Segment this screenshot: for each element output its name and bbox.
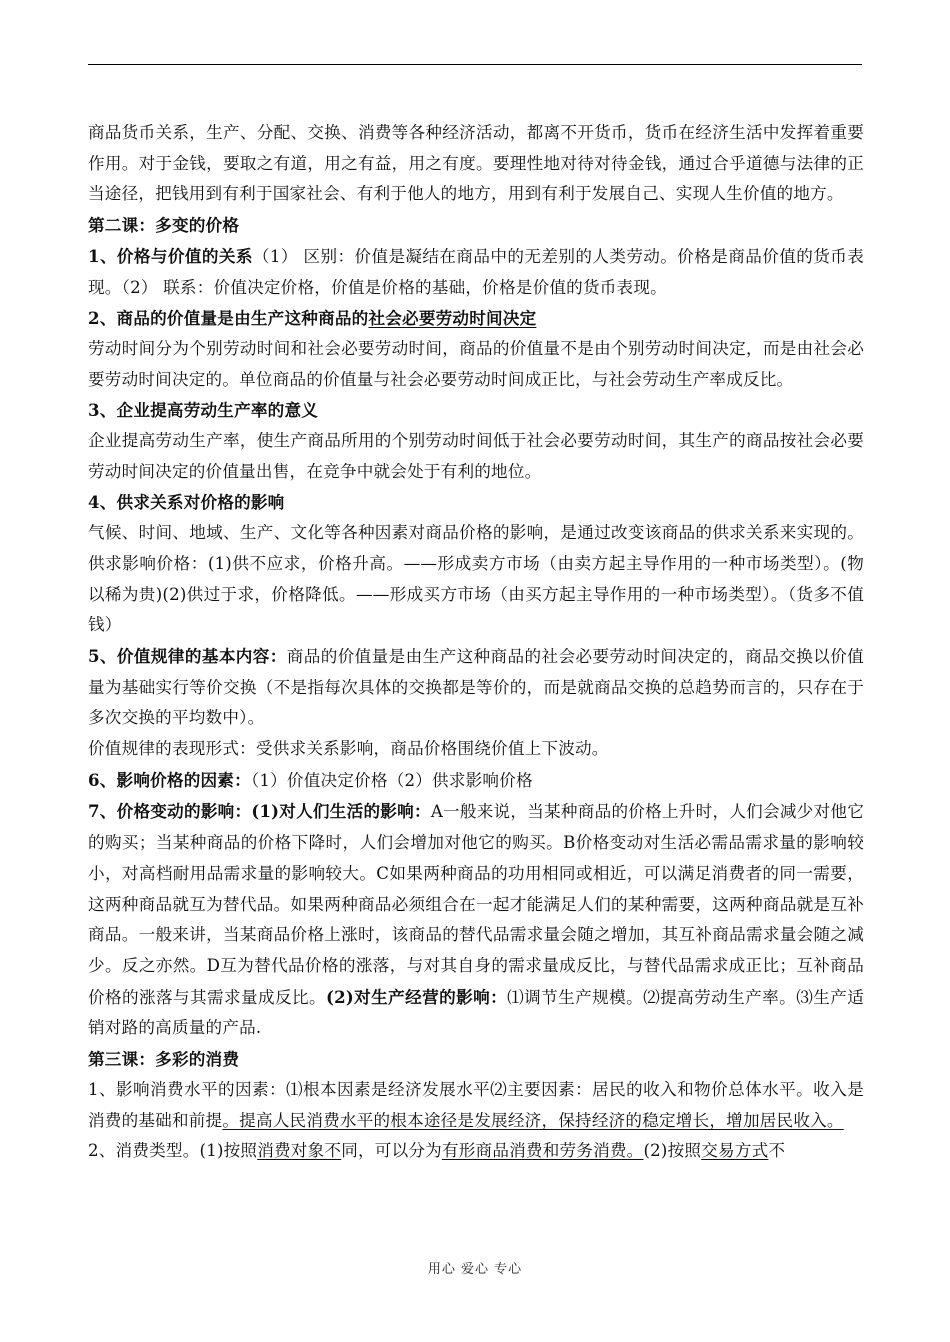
section-7-text-2: ⑴调节生产规模。⑵提高劳动生产率。⑶生产适销对路的高质量的产品.	[88, 987, 864, 1038]
section-1-heading: 1、价格与价值的关系	[88, 245, 253, 266]
section-3-heading: 3、企业提高劳动生产率的意义	[88, 400, 319, 421]
section-4-heading: 4、供求关系对价格的影响	[88, 492, 285, 513]
section-3-text: 企业提高劳动生产率，使生产商品所用的个别劳动时间低于社会必要劳动时间，其生产的商品按社会必要劳动时间决定的价值量出售，在竞争中就会处于有利的地位。	[88, 431, 864, 481]
section-5	[88, 641, 864, 734]
section-4-text: 气候、时间、地域、生产、文化等各种因素对商品价格的影响，是通过改变该商品的供求关系来实现的。供求影响价格：(1)供不应求，价格升高。——形成卖方市场（由卖方起主导作用的一种市场类型）。(物以稀为贵)(2)供过于求，价格降低。——形成买方市场（由买方起主导作用的一种市场类型）。（货多不值钱）	[88, 523, 864, 635]
section-2-text: 劳动时间分为个别劳动时间和社会必要劳动时间，商品的价值量不是由个别劳动时间决定，而是由社会必要劳动时间决定的。单位商品的价值量与社会必要劳动时间成正比，与社会劳动生产率成反比。	[88, 338, 864, 389]
item-2-text-d: 不	[768, 1141, 786, 1161]
item-2-text-a: 2、消费类型。(1)按照	[88, 1141, 258, 1161]
section-6-text: （1）价值决定价格（2）供求影响价格	[250, 770, 533, 790]
section-7	[88, 796, 864, 1044]
lesson-3-item-2	[88, 1136, 864, 1167]
item-2-text-c: (2)按照	[643, 1141, 702, 1161]
lesson-2-heading: 第二课：多变的价格	[88, 215, 240, 236]
section-5-text-2: 价值规律的表现形式：受供求关系影响，商品价格围绕价值上下波动。	[88, 739, 609, 759]
section-5-heading: 5、价值规律的基本内容：	[88, 645, 287, 666]
section-6-heading: 6、影响价格的因素：	[88, 769, 251, 790]
item-2-underlined-3: 交易方式	[701, 1141, 769, 1161]
section-5-text: 商品的价值量是由生产这种商品的社会必要劳动时间决定的，商品交换以价值量为基础实行等价交换（不是指每次具体的交换都是等价的，而是就商品交换的总趋势而言的，只存在于多次交换的平均数中）。	[88, 646, 864, 728]
section-7-text: A一般来说，当某种商品的价格上升时，人们会减少对他它的购买；当某种商品的价格下降时，人们会增加对他它的购买。B价格变动对生活必需品需求量的影响较小，对高档耐用品需求量的影响较大。C如果两种商品的功用相同或相近，可以满足消费者的同一需要，这两种商品就互为替代品。如果两种商品必须组合在一起才能满足人们的某种需要，这两种商品就是互补商品。一般来讲，当某商品价格上涨时，该商品的替代品需求量会随之增加，其互补商品需求量会随之减少。反之亦然。D互为替代品价格的涨落，与对其自身的需求量成反比，与替代品需求成正比；互补商品价格的涨落与其需求量成反比。	[88, 802, 864, 1007]
intro-paragraph: 商品货币关系，生产、分配、交换、消费等各种经济活动，都离不开货币，货币在经济生活中发挥着重要作用。对于金钱，要取之有道，用之有益，用之有度。要理性地对待对待金钱，通过合乎道德与法律的正当途径，把钱用到有利于国家社会、有利于他人的地方，用到有利于发展自己、实现人生价值的地方。	[88, 123, 864, 204]
page-footer: 用心 爱心 专心	[427, 1262, 523, 1277]
item-2-underlined-2: 有形商品消费和劳务消费。	[441, 1141, 644, 1161]
section-2-heading-underlined: 社会必要劳动时间决定	[368, 308, 537, 329]
section-2-heading-text: 2、商品的价值量是由生产这种商品的	[88, 308, 369, 329]
lesson-3-item-1-text: 1、影响消费水平的因素：⑴根本因素是经济发展水平⑵主要因素：居民的收入和物价总体水平。收入是消费的基础和前提	[88, 1079, 864, 1130]
lesson-3-heading: 第三课：多彩的消费	[88, 1049, 240, 1070]
section-2-heading	[88, 303, 864, 334]
lesson-3-item-1-underlined: 。提高人民消费水平的根本途径是发展经济，保持经济的稳定增长，增加居民收入。	[222, 1110, 844, 1130]
item-2-text-b: 同，可以分为	[341, 1141, 442, 1161]
section-7-heading: 7、价格变动的影响：(1)对人们生活的影响：	[88, 801, 431, 822]
section-6	[88, 765, 864, 797]
section-7-heading-2: (2)对生产经营的影响：	[326, 986, 508, 1007]
document-body	[88, 118, 864, 1167]
item-2-underlined-1: 消费对象不	[257, 1141, 342, 1161]
header-rule	[88, 64, 862, 65]
section-1-text: （1） 区别：价值是凝结在商品中的无差别的人类劳动。价格是商品价值的货币表现。（2） 联系：价值决定价格，价值是价格的基础，价格是价值的货币表现。	[88, 246, 865, 297]
section-1	[88, 241, 864, 303]
lesson-3-item-1	[88, 1075, 864, 1136]
